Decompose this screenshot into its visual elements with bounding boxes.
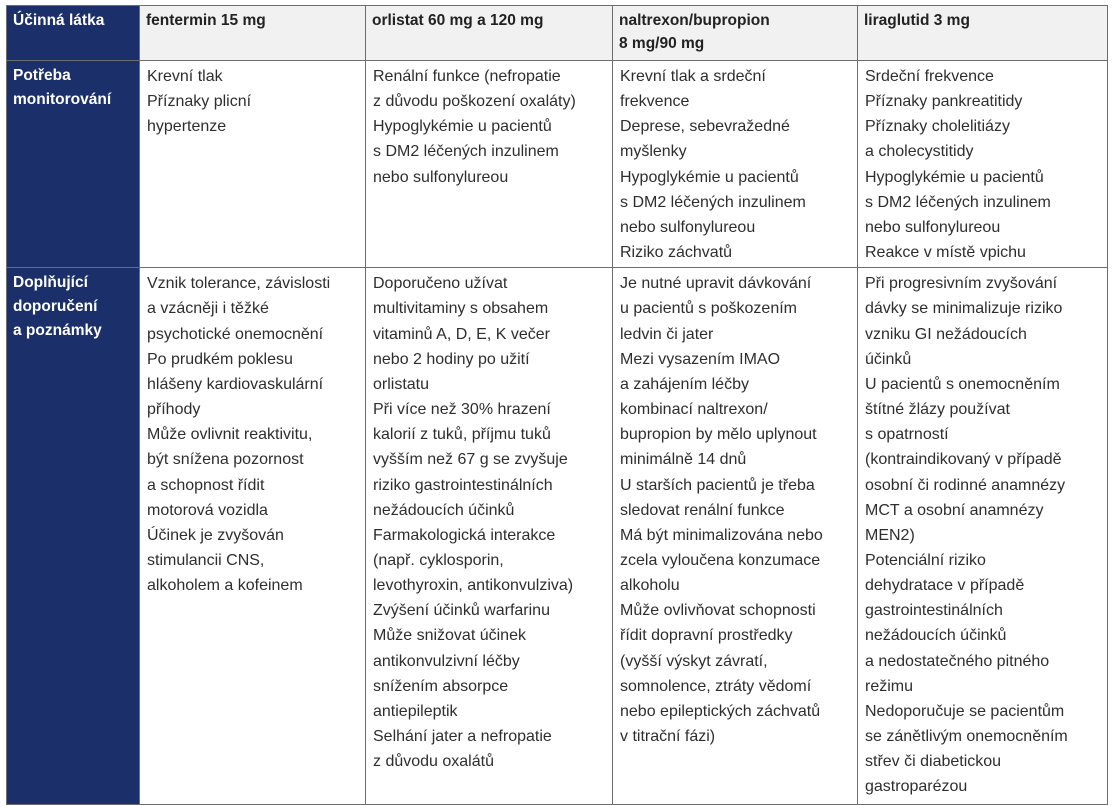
cell-monitoring-liraglutid: Srdeční frekvence Příznaky pankreatitidy Příznaky cholelitiázy a cholecystitidy Hypoglykémie u pacientů s DM2 léčených inzulinem nebo sulfonylureou Reakce v místě vpichu [858, 61, 1108, 268]
cell-monitoring-fentermin: Krevní tlak Příznaky plicní hypertenze [140, 61, 366, 268]
header-liraglutid: liraglutid 3 mg [858, 6, 1108, 61]
header-active-substance: Účinná látka [7, 6, 140, 61]
cell-notes-fentermin: Vznik tolerance, závislosti a vzácněji i těžké psychotické onemocnění Po prudkém poklesu hlášeny kardiovaskulární příhody Může ovlivnit reaktivitu, být snížena pozornost a schopnost řídit motorová vozidla Účinek je zvyšován stimulancii CNS, alkoholem a kofeinem [140, 268, 366, 805]
header-fentermin: fentermin 15 mg [140, 6, 366, 61]
drug-comparison-table [6, 5, 1108, 805]
table-row-monitoring [7, 61, 1108, 268]
row-label-notes: Doplňující doporučení a poznámky [7, 268, 140, 805]
cell-notes-orlistat: Doporučeno užívat multivitaminy s obsahem vitaminů A, D, E, K večer nebo 2 hodiny po užití orlistatu Při více než 30% hrazení kalorií z tuků, příjmu tuků vyšším než 67 g se zvyšuje riziko gastrointestinálních nežádoucích účinků Farmakologická interakce (např. cyklosporin, levothyroxin, antikonvulziva) Zvýšení účinků warfarinu Může snižovat účinek antikonvulzivní léčby snížením absorpce antiepileptik Selhání jater a nefropatie z důvodu oxalátů [366, 268, 613, 805]
table-row-notes [7, 268, 1108, 805]
cell-notes-naltrexon-bupropion: Je nutné upravit dávkování u pacientů s poškozením ledvin či jater Mezi vysazením IMAO a zahájením léčby kombinací naltrexon/ bupropion by mělo uplynout minimálně 14 dnů U starších pacientů je třeba sledovat renální funkce Má být minimalizována nebo zcela vyloučena konzumace alkoholu Může ovlivňovat schopnosti řídit dopravní prostředky (vyšší výskyt závratí, somnolence, ztráty vědomí nebo epileptických záchvatů v titrační fázi) [613, 268, 858, 805]
row-label-monitoring: Potřeba monitorování [7, 61, 140, 268]
header-naltrexon-bupropion: naltrexon/bupropion 8 mg/90 mg [613, 6, 858, 61]
header-orlistat: orlistat 60 mg a 120 mg [366, 6, 613, 61]
cell-monitoring-orlistat: Renální funkce (nefropatie z důvodu poškození oxaláty) Hypoglykémie u pacientů s DM2 léčených inzulinem nebo sulfonylureou [366, 61, 613, 268]
table-header-row [7, 6, 1108, 61]
cell-monitoring-naltrexon-bupropion: Krevní tlak a srdeční frekvence Deprese, sebevražedné myšlenky Hypoglykémie u pacientů s DM2 léčených inzulinem nebo sulfonylureou Riziko záchvatů [613, 61, 858, 268]
cell-notes-liraglutid: Při progresivním zvyšování dávky se minimalizuje riziko vzniku GI nežádoucích účinků U pacientů s onemocněním štítné žlázy používat s opatrností (kontraindikovaný v případě osobní či rodinné anamnézy MCT a osobní anamnézy MEN2) Potenciální riziko dehydratace v případě gastrointestinálních nežádoucích účinků a nedostatečného pitného režimu Nedoporučuje se pacientům se zánětlivým onemocněním střev či diabetickou gastroparézou [858, 268, 1108, 805]
